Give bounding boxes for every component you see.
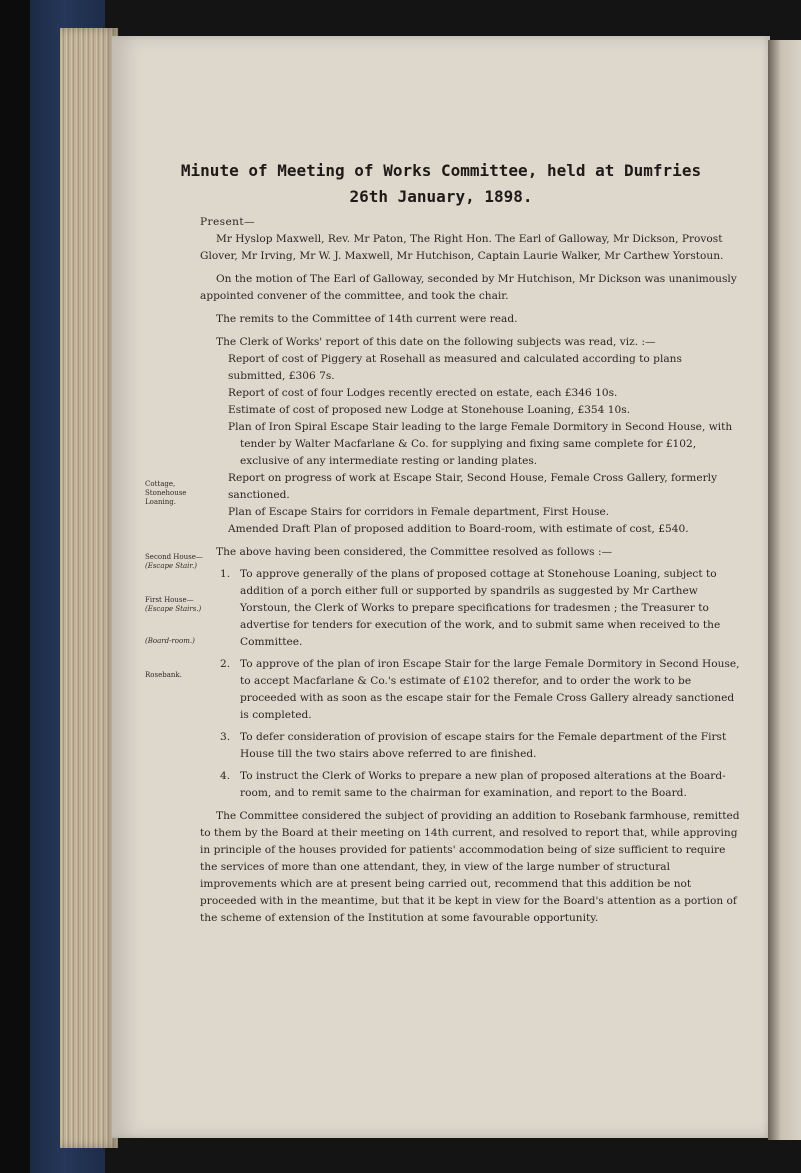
present-names: Mr Hyslop Maxwell, Rev. Mr Paton, The Right Hon. The Earl of Galloway, Mr Dickson, Provost Glover, Mr Irving, Mr W. J. Maxwell, Mr Hutchison, Captain Laurie Walker, Mr Carthew Yorstoun. xyxy=(200,233,724,262)
report-item: Report on progress of work at Escape Stair, Second House, Female Cross Gallery, formerly sanctioned. xyxy=(228,472,718,501)
margin-note-rosebank: Rosebank. xyxy=(145,671,182,679)
report-item: Amended Draft Plan of proposed addition to Board-room, with estimate of cost, £540. xyxy=(228,523,689,535)
resolution-item xyxy=(200,656,740,724)
adjacent-page-edge xyxy=(768,40,801,1140)
resolution-text: To approve generally of the plans of proposed cottage at Stonehouse Loaning, subject to addition of a porch either full or supported by spandrils as suggested by Mr Carthew Yorstoun, the Clerk of Works to prepare specifications for tradesmen ; the Treasurer to advertise for tenders for execution of the work, and to submit same when received to the Committee. xyxy=(240,568,721,648)
report-item: Report of cost of Piggery at Rosehall as measured and calculated according to plans submitted, £306 7s. xyxy=(228,353,682,382)
margin-note-first-house xyxy=(145,596,215,614)
resolution-number: 3. xyxy=(220,731,231,743)
report-item: Report of cost of four Lodges recently erected on estate, each £346 10s. xyxy=(228,387,618,399)
resolved-intro: The above having been considered, the Committee resolved as follows :— xyxy=(216,546,613,558)
report-item: Plan of Escape Stairs for corridors in Female department, First House. xyxy=(228,506,610,518)
resolution-text: To approve of the plan of iron Escape Stair for the large Female Dormitory in Second House, to accept Macfarlane & Co.'s estimate of £102 therefor, and to order the work to be proceeded with as soon as the escape stair for the Female Cross Gallery already sanctioned is completed. xyxy=(240,658,740,721)
report-item: Plan of Iron Spiral Escape Stair leading to the large Female Dormitory in Second House, with tender by Walter Macfarlane & Co. for supplying and fixing same complete for £102, exclusive of any intermediate resting or landing plates. xyxy=(228,421,733,467)
margin-note-board-room: (Board-room.) xyxy=(145,637,195,645)
margin-note-second-house-sub: (Escape Stair.) xyxy=(145,562,197,570)
present-label: Present— xyxy=(200,216,256,228)
report-item: Estimate of cost of proposed new Lodge at Stonehouse Loaning, £354 10s. xyxy=(228,404,631,416)
margin-note-second-house-title: Second House— xyxy=(145,553,203,561)
margin-note-first-house-title: First House— xyxy=(145,596,194,604)
resolution-number: 4. xyxy=(220,770,231,782)
margin-note-first-house-sub: (Escape Stairs.) xyxy=(145,605,202,613)
margin-note-cottage: Cottage, Stonehouse Loaning. xyxy=(145,480,187,506)
resolution-text: To instruct the Clerk of Works to prepare a new plan of proposed alterations at the Board-room, and to remit same to the chairman for examination, and report to the Board. xyxy=(240,770,726,799)
margin-note-second-house xyxy=(145,553,215,571)
motion-paragraph: On the motion of The Earl of Galloway, seconded by Mr Hutchison, Mr Dickson was unanimously appointed convener of the committee, and took the chair. xyxy=(200,273,737,302)
minute-title: Minute of Meeting of Works Committee, held at Dumfries xyxy=(180,161,702,180)
minute-heading xyxy=(112,160,770,208)
book-binding-edge xyxy=(0,0,30,1173)
resolution-item xyxy=(200,768,740,802)
rosebank-paragraph: The Committee considered the subject of providing an addition to Rosebank farmhouse, remitted to them by the Board at their meeting on 14th current, and resolved to report that, while approving in principle of the houses provided for patients' accommodation being of size sufficient to require the services of more than one attendant, they, in view of the large number of structural improvements which are at present being carried out, recommend that this addition be not proceeded with in the meantime, but that it be kept in view for the Board's attention as a portion of the scheme of extension of the Institution at some favourable opportunity. xyxy=(200,810,740,924)
resolution-item xyxy=(200,729,740,763)
resolution-number: 1. xyxy=(220,568,231,580)
page-edges xyxy=(60,28,118,1148)
clerk-report-intro: The Clerk of Works' report of this date on the following subjects was read, viz. :— xyxy=(216,336,656,348)
minute-body xyxy=(200,214,740,927)
resolution-item xyxy=(200,566,740,651)
remits-paragraph: The remits to the Committee of 14th current were read. xyxy=(216,313,518,325)
minute-date: 26th January, 1898. xyxy=(349,187,533,206)
resolution-number: 2. xyxy=(220,658,231,670)
resolution-text: To defer consideration of provision of escape stairs for the Female department of the First House till the two stairs above referred to are finished. xyxy=(240,731,727,760)
